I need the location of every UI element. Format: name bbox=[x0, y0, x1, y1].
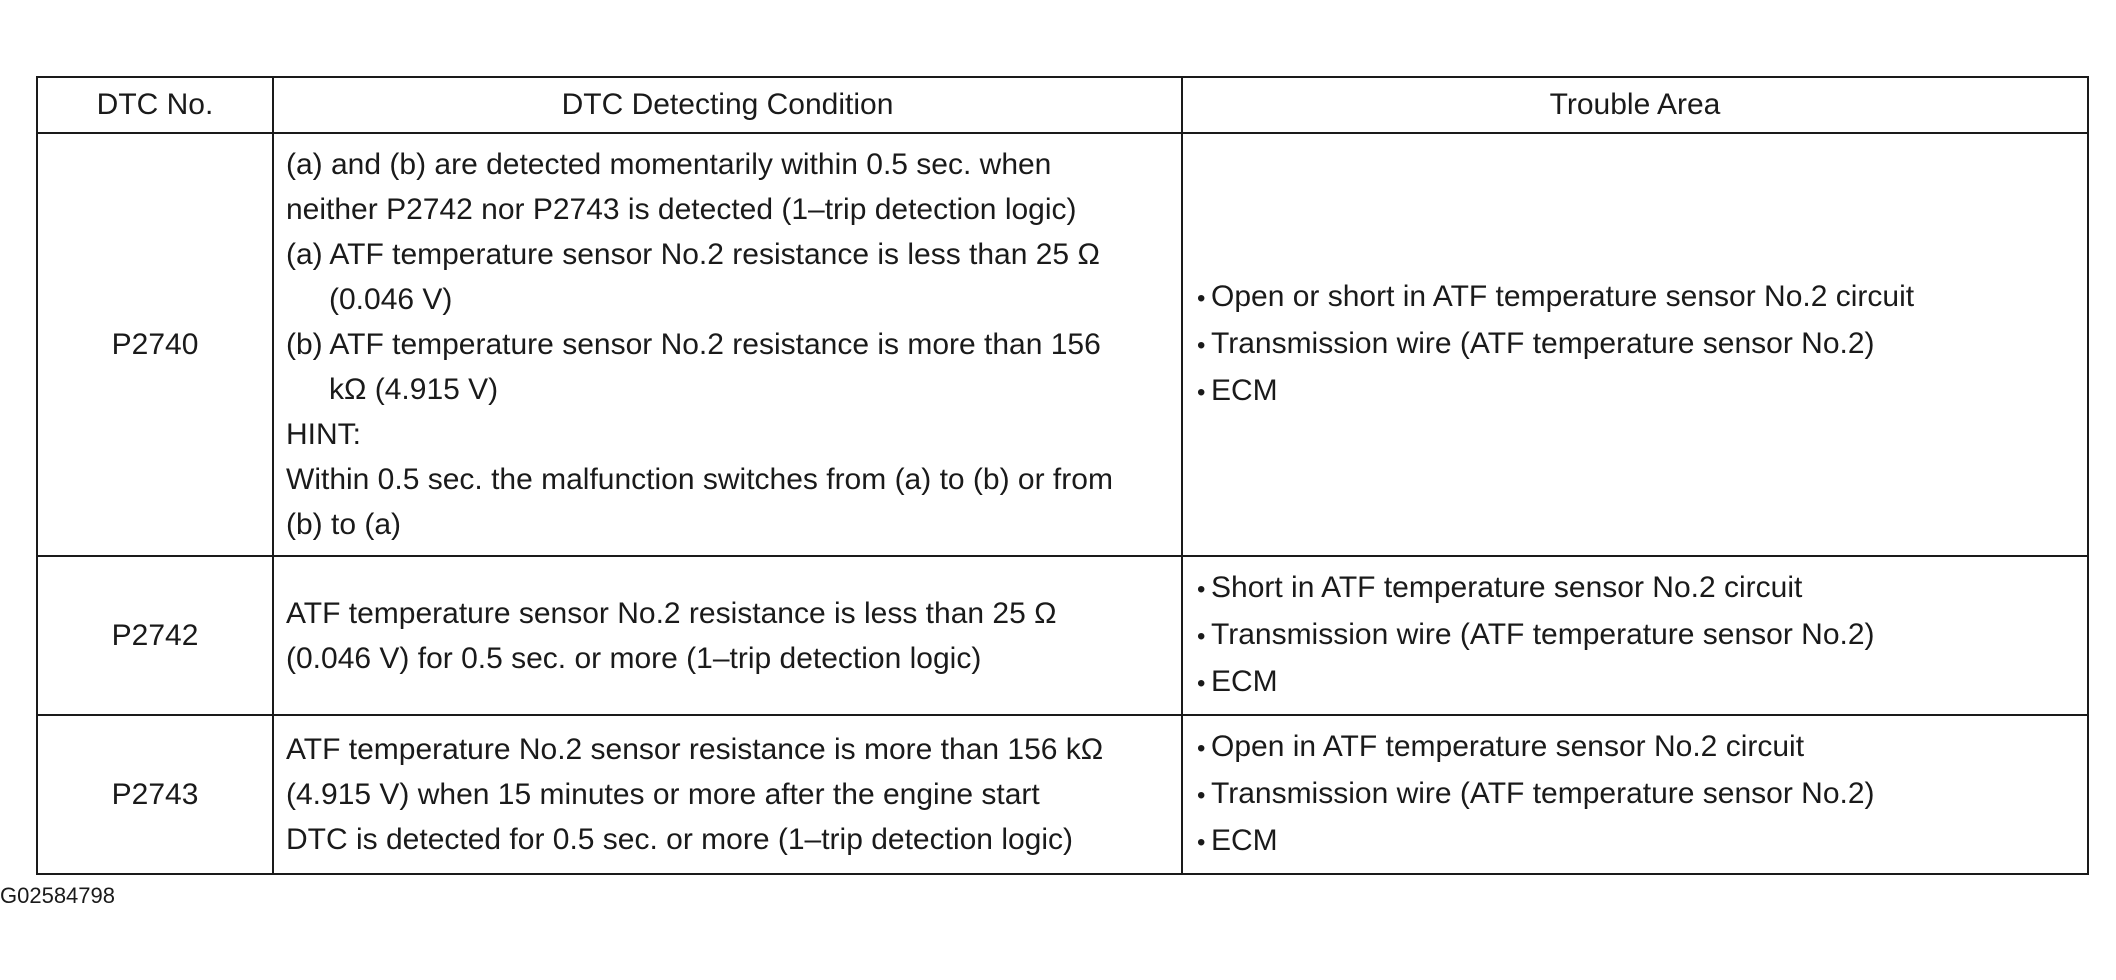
trouble-area-item: • Open or short in ATF temperature sensor No.2 circuit bbox=[1197, 274, 2073, 321]
trouble-area-item: • ECM bbox=[1197, 818, 2073, 865]
condition-line: ATF temperature sensor No.2 resistance is less than 25 Ω bbox=[286, 596, 1057, 630]
trouble-area-item: • ECM bbox=[1197, 368, 2073, 415]
detecting-condition bbox=[273, 133, 1182, 556]
condition-line: (0.046 V) for 0.5 sec. or more (1–trip detection logic) bbox=[286, 641, 982, 675]
header-dtc-no: DTC No. bbox=[37, 77, 273, 133]
condition-line: neither P2742 nor P2743 is detected (1–trip detection logic) bbox=[286, 193, 1077, 226]
trouble-area-item: • Short in ATF temperature sensor No.2 circuit bbox=[1197, 565, 2073, 612]
header-detecting-condition: DTC Detecting Condition bbox=[273, 77, 1182, 133]
dtc-code: P2740 bbox=[37, 133, 273, 556]
condition-line: (b) ATF temperature sensor No.2 resistance is more than 156 bbox=[286, 328, 1101, 361]
header-trouble-area: Trouble Area bbox=[1182, 77, 2088, 133]
condition-line: Within 0.5 sec. the malfunction switches from (a) to (b) or from bbox=[286, 463, 1113, 496]
trouble-area bbox=[1182, 133, 2088, 556]
trouble-area-item: • Transmission wire (ATF temperature sensor No.2) bbox=[1197, 771, 2073, 818]
trouble-area bbox=[1182, 556, 2088, 715]
table-header-row bbox=[37, 77, 2088, 133]
condition-hint-label: HINT: bbox=[286, 418, 361, 451]
trouble-area bbox=[1182, 715, 2088, 874]
condition-line: (0.046 V) bbox=[329, 283, 453, 316]
detecting-condition bbox=[273, 556, 1182, 715]
dtc-code: P2742 bbox=[37, 556, 273, 715]
condition-line: DTC is detected for 0.5 sec. or more (1–trip detection logic) bbox=[286, 823, 1074, 856]
condition-line: (a) and (b) are detected momentarily within 0.5 sec. when bbox=[286, 148, 1052, 181]
table-row bbox=[37, 715, 2088, 874]
dtc-code: P2743 bbox=[37, 715, 273, 874]
trouble-area-item: • Transmission wire (ATF temperature sensor No.2) bbox=[1197, 321, 2073, 368]
trouble-area-item: • ECM bbox=[1197, 659, 2073, 706]
table-row bbox=[37, 556, 2088, 715]
condition-line: (b) to (a) bbox=[286, 508, 402, 541]
detecting-condition bbox=[273, 715, 1182, 874]
condition-line: (4.915 V) when 15 minutes or more after the engine start bbox=[286, 778, 1040, 811]
condition-line: kΩ (4.915 V) bbox=[329, 373, 499, 406]
condition-line: ATF temperature No.2 sensor resistance is more than 156 kΩ bbox=[286, 733, 1104, 766]
trouble-area-item: • Transmission wire (ATF temperature sensor No.2) bbox=[1197, 612, 2073, 659]
table-row bbox=[37, 133, 2088, 556]
figure-id: G02584798 bbox=[0, 883, 115, 908]
dtc-table bbox=[36, 76, 2089, 875]
condition-line: (a) ATF temperature sensor No.2 resistance is less than 25 Ω bbox=[286, 238, 1100, 271]
trouble-area-item: • Open in ATF temperature sensor No.2 circuit bbox=[1197, 724, 2073, 771]
